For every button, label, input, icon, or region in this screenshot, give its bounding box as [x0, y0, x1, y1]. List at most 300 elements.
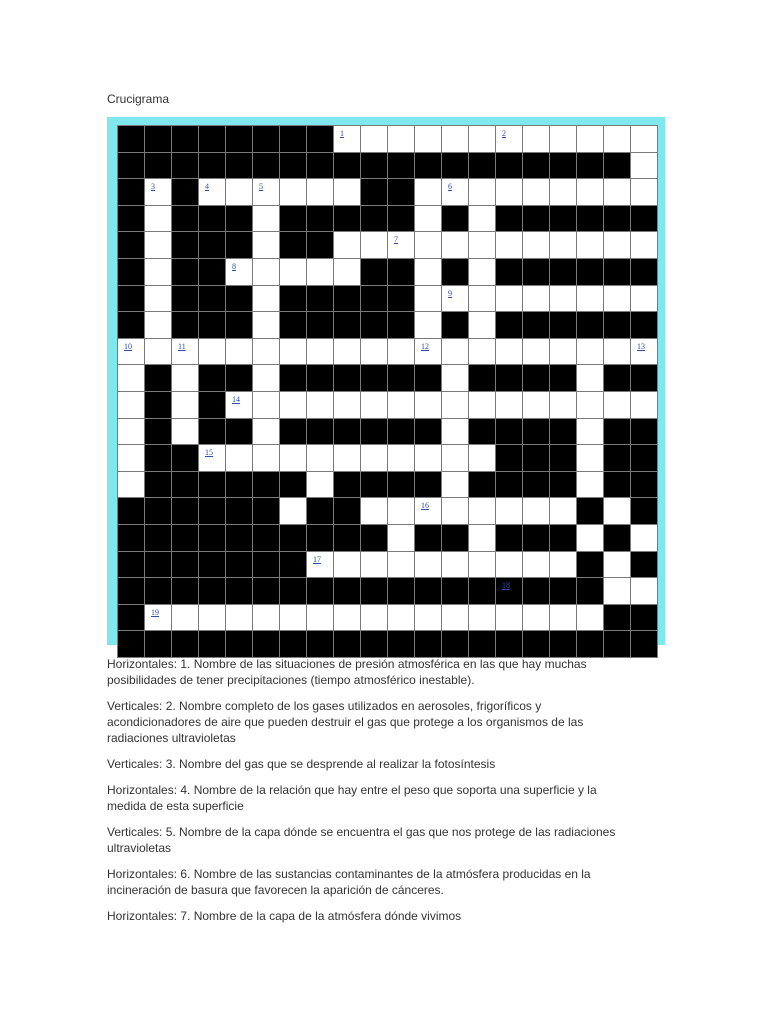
crossword-letter-cell[interactable]	[199, 445, 225, 471]
crossword-letter-cell[interactable]	[388, 232, 414, 258]
crossword-block-cell	[388, 312, 414, 338]
crossword-letter-cell[interactable]	[253, 312, 279, 338]
crossword-block-cell	[226, 153, 252, 179]
crossword-block-cell	[280, 126, 306, 152]
crossword-block-cell	[118, 312, 144, 338]
crossword-letter-cell[interactable]	[145, 605, 171, 631]
clue-number-link[interactable]: 9	[448, 288, 452, 298]
crossword-block-cell	[334, 419, 360, 445]
crossword-letter-cell[interactable]	[523, 605, 549, 631]
crossword-block-cell	[442, 206, 468, 232]
crossword-letter-cell[interactable]	[523, 126, 549, 152]
crossword-letter-cell[interactable]	[523, 392, 549, 418]
crossword-block-cell	[388, 286, 414, 312]
crossword-letter-cell[interactable]	[523, 179, 549, 205]
crossword-block-cell	[550, 445, 576, 471]
crossword-letter-cell[interactable]	[631, 339, 657, 365]
crossword-block-cell	[577, 312, 603, 338]
clue-number-link[interactable]: 11	[178, 341, 186, 351]
crossword-block-cell	[280, 286, 306, 312]
crossword-block-cell	[496, 472, 522, 498]
crossword-block-cell	[496, 525, 522, 551]
crossword-letter-cell[interactable]	[577, 472, 603, 498]
clue-number-link[interactable]: 2	[502, 129, 506, 138]
crossword-letter-cell[interactable]	[442, 605, 468, 631]
crossword-letter-cell[interactable]	[145, 206, 171, 232]
crossword-letter-cell[interactable]	[253, 179, 279, 205]
crossword-letter-cell[interactable]	[631, 179, 657, 205]
crossword-block-cell	[307, 153, 333, 179]
crossword-letter-cell[interactable]	[307, 339, 333, 365]
crossword-letter-cell[interactable]	[253, 419, 279, 445]
crossword-letter-cell[interactable]	[388, 339, 414, 365]
crossword-letter-cell[interactable]	[577, 392, 603, 418]
crossword-block-cell	[226, 365, 252, 391]
crossword-letter-cell[interactable]	[415, 339, 441, 365]
crossword-letter-cell[interactable]	[253, 445, 279, 471]
crossword-block-cell	[226, 206, 252, 232]
crossword-letter-cell[interactable]	[361, 126, 387, 152]
crossword-block-cell	[172, 312, 198, 338]
crossword-letter-cell[interactable]	[334, 392, 360, 418]
crossword-block-cell	[361, 419, 387, 445]
crossword-block-cell	[280, 578, 306, 604]
crossword-letter-cell[interactable]	[496, 498, 522, 524]
crossword-block-cell	[550, 578, 576, 604]
crossword-block-cell	[604, 259, 630, 285]
crossword-letter-cell[interactable]	[577, 419, 603, 445]
crossword-block-cell	[388, 472, 414, 498]
crossword-block-cell	[496, 419, 522, 445]
crossword-block-cell	[577, 578, 603, 604]
crossword-letter-cell[interactable]	[118, 419, 144, 445]
crossword-letter-cell[interactable]	[307, 179, 333, 205]
crossword-letter-cell[interactable]	[469, 259, 495, 285]
crossword-letter-cell[interactable]	[469, 179, 495, 205]
crossword-letter-cell[interactable]	[118, 392, 144, 418]
crossword-block-cell	[253, 578, 279, 604]
crossword-letter-cell[interactable]	[334, 179, 360, 205]
crossword-letter-cell[interactable]	[523, 498, 549, 524]
crossword-block-cell	[226, 498, 252, 524]
crossword-letter-cell[interactable]	[442, 179, 468, 205]
crossword-block-cell	[199, 498, 225, 524]
crossword-block-cell	[361, 312, 387, 338]
crossword-block-cell	[577, 631, 603, 657]
crossword-letter-cell[interactable]	[199, 605, 225, 631]
crossword-letter-cell[interactable]	[253, 206, 279, 232]
crossword-letter-cell[interactable]	[388, 498, 414, 524]
crossword-letter-cell[interactable]	[415, 232, 441, 258]
crossword-letter-cell[interactable]	[442, 365, 468, 391]
crossword-letter-cell[interactable]	[523, 286, 549, 312]
crossword-letter-cell[interactable]	[442, 445, 468, 471]
crossword-letter-cell[interactable]	[226, 445, 252, 471]
crossword-letter-cell[interactable]	[496, 339, 522, 365]
crossword-letter-cell[interactable]	[307, 259, 333, 285]
crossword-letter-cell[interactable]	[415, 206, 441, 232]
crossword-letter-cell[interactable]	[226, 259, 252, 285]
clue-number-link[interactable]: 6	[448, 182, 452, 192]
crossword-letter-cell[interactable]	[469, 339, 495, 365]
clue-number-link[interactable]: 4	[205, 182, 209, 192]
crossword-letter-cell[interactable]	[442, 126, 468, 152]
crossword-block-cell	[604, 445, 630, 471]
crossword-letter-cell[interactable]	[523, 552, 549, 578]
crossword-letter-cell[interactable]	[280, 498, 306, 524]
crossword-letter-cell[interactable]	[361, 552, 387, 578]
crossword-letter-cell[interactable]	[469, 126, 495, 152]
clue-number-link[interactable]: 8	[232, 261, 236, 271]
crossword-letter-cell[interactable]	[442, 498, 468, 524]
clue-number-link[interactable]: 19	[151, 607, 159, 617]
crossword-block-cell	[523, 525, 549, 551]
crossword-letter-cell[interactable]	[550, 605, 576, 631]
crossword-letter-cell[interactable]	[361, 339, 387, 365]
crossword-block-cell	[631, 498, 657, 524]
crossword-letter-cell[interactable]	[442, 552, 468, 578]
crossword-letter-cell[interactable]	[118, 365, 144, 391]
crossword-block-cell	[199, 392, 225, 418]
crossword-letter-cell[interactable]	[280, 392, 306, 418]
crossword-letter-cell[interactable]	[550, 552, 576, 578]
crossword-letter-cell[interactable]	[550, 339, 576, 365]
crossword-block-cell	[145, 445, 171, 471]
crossword-letter-cell[interactable]	[604, 126, 630, 152]
crossword-letter-cell[interactable]	[469, 392, 495, 418]
crossword-letter-cell[interactable]	[631, 578, 657, 604]
crossword-block-cell	[577, 206, 603, 232]
crossword-block-cell	[253, 153, 279, 179]
crossword-letter-cell[interactable]	[334, 126, 360, 152]
crossword-letter-cell[interactable]	[415, 286, 441, 312]
crossword-letter-cell[interactable]	[577, 605, 603, 631]
clue-text: Horizontales: 4. Nombre de la relación que hay entre el peso que soporta una superficie y la medida de esta superficie	[107, 783, 597, 813]
crossword-block-cell	[172, 232, 198, 258]
crossword-block-cell	[361, 472, 387, 498]
crossword-block-cell	[199, 525, 225, 551]
crossword-letter-cell[interactable]	[577, 365, 603, 391]
crossword-letter-cell[interactable]	[415, 605, 441, 631]
crossword-letter-cell[interactable]	[496, 392, 522, 418]
crossword-block-cell	[469, 153, 495, 179]
crossword-block-cell	[415, 578, 441, 604]
crossword-letter-cell[interactable]	[172, 339, 198, 365]
crossword-letter-cell[interactable]	[280, 605, 306, 631]
crossword-letter-cell[interactable]	[631, 525, 657, 551]
crossword-block-cell	[334, 578, 360, 604]
crossword-block-cell	[334, 286, 360, 312]
crossword-block-cell	[631, 552, 657, 578]
crossword-letter-cell[interactable]	[388, 605, 414, 631]
crossword-block-cell	[361, 286, 387, 312]
crossword-letter-cell[interactable]	[577, 126, 603, 152]
clue-number-link[interactable]: 17	[313, 554, 321, 564]
crossword-letter-cell[interactable]	[226, 605, 252, 631]
crossword-letter-cell[interactable]	[442, 232, 468, 258]
crossword-letter-cell[interactable]	[307, 472, 333, 498]
crossword-letter-cell[interactable]	[604, 578, 630, 604]
crossword-letter-cell[interactable]	[253, 365, 279, 391]
crossword-letter-cell[interactable]	[442, 286, 468, 312]
crossword-block-cell	[226, 578, 252, 604]
crossword-letter-cell[interactable]	[469, 525, 495, 551]
crossword-letter-cell[interactable]	[604, 232, 630, 258]
crossword-block-cell	[361, 259, 387, 285]
crossword-block-cell	[118, 286, 144, 312]
crossword-letter-cell[interactable]	[226, 392, 252, 418]
crossword-letter-cell[interactable]	[604, 339, 630, 365]
crossword-block-cell	[253, 126, 279, 152]
crossword-letter-cell[interactable]	[280, 445, 306, 471]
crossword-block-cell	[496, 259, 522, 285]
crossword-letter-cell[interactable]	[442, 472, 468, 498]
crossword-block-cell	[550, 472, 576, 498]
crossword-block-cell	[145, 552, 171, 578]
crossword-letter-cell[interactable]	[388, 126, 414, 152]
crossword-block-cell	[199, 631, 225, 657]
crossword-letter-cell[interactable]	[442, 339, 468, 365]
crossword-letter-cell[interactable]	[496, 232, 522, 258]
crossword-block-cell	[145, 578, 171, 604]
crossword-letter-cell[interactable]	[631, 232, 657, 258]
crossword-letter-cell[interactable]	[550, 179, 576, 205]
crossword-letter-cell[interactable]	[415, 552, 441, 578]
crossword-letter-cell[interactable]	[469, 552, 495, 578]
crossword-letter-cell[interactable]	[442, 392, 468, 418]
crossword-letter-cell[interactable]	[523, 232, 549, 258]
clue-number-link[interactable]: 13	[637, 341, 645, 351]
crossword-letter-cell[interactable]	[334, 259, 360, 285]
crossword-block-cell	[388, 153, 414, 179]
crossword-letter-cell[interactable]	[307, 392, 333, 418]
crossword-letter-cell[interactable]	[172, 392, 198, 418]
clue-number-link[interactable]: 15	[205, 448, 213, 458]
crossword-letter-cell[interactable]	[280, 339, 306, 365]
crossword-letter-cell[interactable]	[604, 392, 630, 418]
crossword-letter-cell[interactable]	[469, 445, 495, 471]
crossword-block-cell	[172, 578, 198, 604]
crossword-letter-cell[interactable]	[496, 605, 522, 631]
crossword-letter-cell[interactable]	[442, 419, 468, 445]
crossword-letter-cell[interactable]	[388, 525, 414, 551]
crossword-letter-cell[interactable]	[253, 339, 279, 365]
crossword-letter-cell[interactable]	[361, 392, 387, 418]
crossword-letter-cell[interactable]	[199, 179, 225, 205]
crossword-letter-cell[interactable]	[334, 232, 360, 258]
crossword-block-cell	[631, 605, 657, 631]
crossword-letter-cell[interactable]	[388, 392, 414, 418]
crossword-letter-cell[interactable]	[253, 259, 279, 285]
clue-number-link[interactable]: 12	[421, 341, 429, 351]
crossword-letter-cell[interactable]	[415, 179, 441, 205]
crossword-letter-cell[interactable]	[604, 286, 630, 312]
crossword-block-cell	[226, 472, 252, 498]
crossword-block-cell	[280, 365, 306, 391]
crossword-block-cell	[118, 605, 144, 631]
crossword-letter-cell[interactable]	[361, 605, 387, 631]
crossword-block-cell	[199, 419, 225, 445]
crossword-letter-cell[interactable]	[118, 445, 144, 471]
crossword-letter-cell[interactable]	[523, 339, 549, 365]
crossword-letter-cell[interactable]	[361, 498, 387, 524]
crossword-block-cell	[118, 259, 144, 285]
crossword-letter-cell[interactable]	[469, 605, 495, 631]
crossword-block-cell	[442, 312, 468, 338]
crossword-letter-cell[interactable]	[496, 552, 522, 578]
crossword-block-cell	[577, 153, 603, 179]
crossword-block-cell	[550, 365, 576, 391]
crossword-letter-cell[interactable]	[496, 179, 522, 205]
crossword-letter-cell[interactable]	[145, 312, 171, 338]
crossword-letter-cell[interactable]	[307, 552, 333, 578]
crossword-letter-cell[interactable]	[118, 472, 144, 498]
crossword-letter-cell[interactable]	[334, 339, 360, 365]
crossword-letter-cell[interactable]	[415, 392, 441, 418]
crossword-letter-cell[interactable]	[280, 179, 306, 205]
crossword-letter-cell[interactable]	[172, 605, 198, 631]
crossword-letter-cell[interactable]	[388, 445, 414, 471]
clue-number-link[interactable]: 3	[151, 182, 155, 192]
crossword-block-cell	[550, 153, 576, 179]
crossword-letter-cell[interactable]	[550, 498, 576, 524]
clue-number-link[interactable]: 18	[502, 581, 510, 591]
crossword-block-cell	[145, 126, 171, 152]
crossword-letter-cell[interactable]	[631, 286, 657, 312]
crossword-block-cell	[631, 419, 657, 445]
crossword-block-cell	[523, 419, 549, 445]
crossword-block-cell	[496, 153, 522, 179]
crossword-letter-cell[interactable]	[253, 232, 279, 258]
crossword-block-cell	[280, 312, 306, 338]
crossword-letter-cell[interactable]	[550, 286, 576, 312]
crossword-letter-cell[interactable]	[469, 312, 495, 338]
crossword-block-cell	[226, 631, 252, 657]
crossword-letter-cell[interactable]	[172, 365, 198, 391]
crossword-letter-cell[interactable]	[199, 339, 225, 365]
clue-number-link[interactable]: 14	[232, 394, 240, 404]
clue-number-link[interactable]: 5	[259, 182, 263, 192]
crossword-letter-cell[interactable]	[469, 286, 495, 312]
crossword-letter-cell[interactable]	[604, 179, 630, 205]
crossword-block-cell	[604, 153, 630, 179]
crossword-block-cell	[199, 365, 225, 391]
crossword-letter-cell[interactable]	[253, 605, 279, 631]
crossword-block-cell	[604, 525, 630, 551]
crossword-letter-cell[interactable]	[577, 525, 603, 551]
crossword-block-cell	[550, 631, 576, 657]
crossword-letter-cell[interactable]	[226, 339, 252, 365]
crossword-letter-cell[interactable]	[577, 286, 603, 312]
crossword-letter-cell[interactable]	[361, 445, 387, 471]
crossword-letter-cell[interactable]	[172, 419, 198, 445]
crossword-block-cell	[280, 206, 306, 232]
crossword-block-cell	[388, 365, 414, 391]
crossword-block-cell	[172, 445, 198, 471]
clue-number-link[interactable]: 16	[421, 501, 429, 511]
clue-number-link[interactable]: 1	[340, 129, 344, 138]
crossword-letter-cell[interactable]	[145, 259, 171, 285]
crossword-letter-cell[interactable]	[415, 259, 441, 285]
crossword-letter-cell[interactable]	[253, 392, 279, 418]
crossword-letter-cell[interactable]	[415, 498, 441, 524]
crossword-letter-cell[interactable]	[631, 392, 657, 418]
crossword-letter-cell[interactable]	[253, 286, 279, 312]
crossword-block-cell	[307, 498, 333, 524]
clue-number-link[interactable]: 10	[124, 341, 132, 351]
crossword-letter-cell[interactable]	[496, 286, 522, 312]
crossword-block-cell	[415, 419, 441, 445]
crossword-letter-cell[interactable]	[145, 339, 171, 365]
crossword-letter-cell[interactable]	[226, 179, 252, 205]
crossword-block-cell	[334, 631, 360, 657]
crossword-letter-cell[interactable]	[631, 126, 657, 152]
crossword-letter-cell[interactable]	[415, 312, 441, 338]
crossword-letter-cell[interactable]	[145, 232, 171, 258]
crossword-letter-cell[interactable]	[577, 445, 603, 471]
crossword-block-cell	[226, 312, 252, 338]
crossword-block-cell	[577, 498, 603, 524]
crossword-block-cell	[280, 472, 306, 498]
crossword-block-cell	[226, 126, 252, 152]
crossword-letter-cell[interactable]	[631, 153, 657, 179]
crossword-letter-cell[interactable]	[361, 232, 387, 258]
crossword-block-cell	[172, 525, 198, 551]
crossword-letter-cell[interactable]	[334, 605, 360, 631]
crossword-letter-cell[interactable]	[415, 126, 441, 152]
crossword-block-cell	[415, 365, 441, 391]
crossword-letter-cell[interactable]	[469, 498, 495, 524]
crossword-block-cell	[172, 259, 198, 285]
crossword-block-cell	[307, 286, 333, 312]
crossword-letter-cell[interactable]	[307, 445, 333, 471]
clue-number-link[interactable]: 7	[394, 235, 398, 245]
crossword-letter-cell[interactable]	[334, 552, 360, 578]
crossword-block-cell	[523, 578, 549, 604]
crossword-letter-cell[interactable]	[280, 259, 306, 285]
crossword-block-cell	[469, 578, 495, 604]
crossword-letter-cell[interactable]	[550, 126, 576, 152]
clue-text: Verticales: 2. Nombre completo de los gases utilizados en aerosoles, frigoríficos y acondicionadores de aire que pueden destruir el gas que protege a los organismos de las radiaciones ultravioletas	[107, 699, 584, 745]
crossword-letter-cell[interactable]	[415, 445, 441, 471]
crossword-letter-cell[interactable]	[577, 179, 603, 205]
crossword-letter-cell[interactable]	[334, 445, 360, 471]
crossword-letter-cell[interactable]	[496, 126, 522, 152]
crossword-letter-cell[interactable]	[145, 286, 171, 312]
crossword-letter-cell[interactable]	[577, 232, 603, 258]
clue-text: Verticales: 3. Nombre del gas que se desprende al realizar la fotosíntesis	[107, 757, 496, 771]
crossword-letter-cell[interactable]	[469, 206, 495, 232]
crossword-letter-cell[interactable]	[604, 498, 630, 524]
crossword-letter-cell[interactable]	[307, 605, 333, 631]
clue-text: Horizontales: 1. Nombre de las situaciones de presión atmosférica en las que hay muchas posibilidades de tener precipitaciones (tiempo atmosférico inestable).	[107, 657, 587, 687]
crossword-letter-cell[interactable]	[577, 339, 603, 365]
crossword-block-cell	[172, 286, 198, 312]
crossword-block-cell	[172, 179, 198, 205]
crossword-letter-cell[interactable]	[145, 179, 171, 205]
crossword-block-cell	[118, 498, 144, 524]
crossword-letter-cell[interactable]	[388, 552, 414, 578]
crossword-letter-cell[interactable]	[604, 552, 630, 578]
crossword-letter-cell[interactable]	[550, 232, 576, 258]
crossword-block-cell	[415, 525, 441, 551]
crossword-letter-cell[interactable]	[469, 232, 495, 258]
crossword-block-cell	[199, 472, 225, 498]
crossword-block-cell	[226, 525, 252, 551]
crossword-letter-cell[interactable]	[550, 392, 576, 418]
crossword-block-cell	[118, 126, 144, 152]
crossword-letter-cell[interactable]	[118, 339, 144, 365]
